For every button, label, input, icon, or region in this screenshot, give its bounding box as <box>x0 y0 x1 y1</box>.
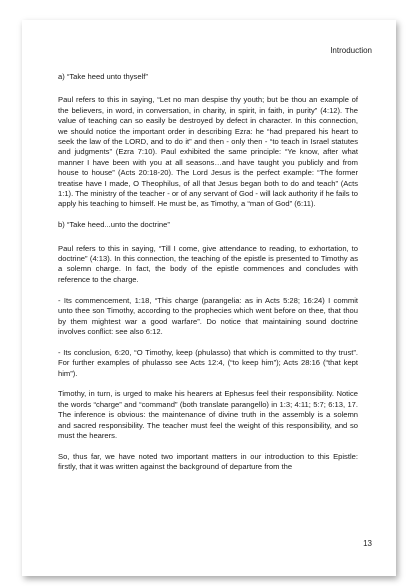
section-heading-a: a) “Take heed unto thyself” <box>58 72 148 81</box>
paragraph: - Its conclusion, 6:20, “O Timothy, keep (phulasso) that which is committed to thy trust”. For further examples of phulasso see Acts 12:4, (“to keep him”); Acts 28:16 (“that kept him”). <box>58 347 358 378</box>
paragraph: Paul refers to this in saying, “Till I come, give attendance to reading, to exhortation, to doctrine” (4:13). In this connection, the teaching of the epistle is presented to Timothy as a solemn charge. In fact, the body of the epistle commences and concludes with reference to the charge. <box>58 243 358 284</box>
page-number: 13 <box>363 539 372 548</box>
page-body <box>58 72 358 483</box>
paragraph: So, thus far, we have noted two important matters in our introduction to this Epistle: firstly, that it was written against the background of departure from the <box>58 451 358 472</box>
section-heading-b: b) “Take heed...unto the doctrine” <box>58 220 170 230</box>
running-header: Introduction <box>330 46 372 55</box>
book-page <box>22 20 396 576</box>
paragraph: - Its commencement, 1:18, “This charge (parangelia: as in Acts 5:28; 16:24) I commit unto thee son Timothy, according to the prophecies which went before on thee, that thou by them mightest war a good warfare”. Do notice that maintaining sound doctrine involves conflict: see also 6:12. <box>58 295 358 336</box>
paragraph: Timothy, in turn, is urged to make his hearers at Ephesus feel their responsibility. Notice the words “charge” and “command” (both translate parangello) in 1:3; 4:11; 5:7; 6:13, 17. The inference is obvious: the maintenance of divine truth in the assembly is a solemn and sacred responsibility. The teacher must feel the weight of this responsibility, and so must the hearers. <box>58 389 358 440</box>
paragraph: Paul refers to this in saying, “Let no man despise thy youth; but be thou an example of the believers, in word, in conversation, in charity, in spirit, in faith, in purity” (4:12). The value of teaching can so easily be destroyed by defect in character. In this connection, we should notice the important order in describing Ezra: he “had prepared his heart to seek the law of the LORD, and to do it” and then - only then - “to teach in Israel statutes and judgments” (Ezra 7:10). Paul exhibited the same principle: “Ye know, after what manner I have been with you at all seasons…and have taught you publicly and from house to house” (Acts 20:18-20). The Lord Jesus is the perfect example: “The former treatise have I made, O Theophilus, of all that Jesus began both to do and teach” (Acts 1:1). The ministry of the teacher - or of any servant of God - will lack authority if he fails to apply his teaching to himself. He must be, as Timothy, a “man of God” (6:11). <box>58 95 358 209</box>
